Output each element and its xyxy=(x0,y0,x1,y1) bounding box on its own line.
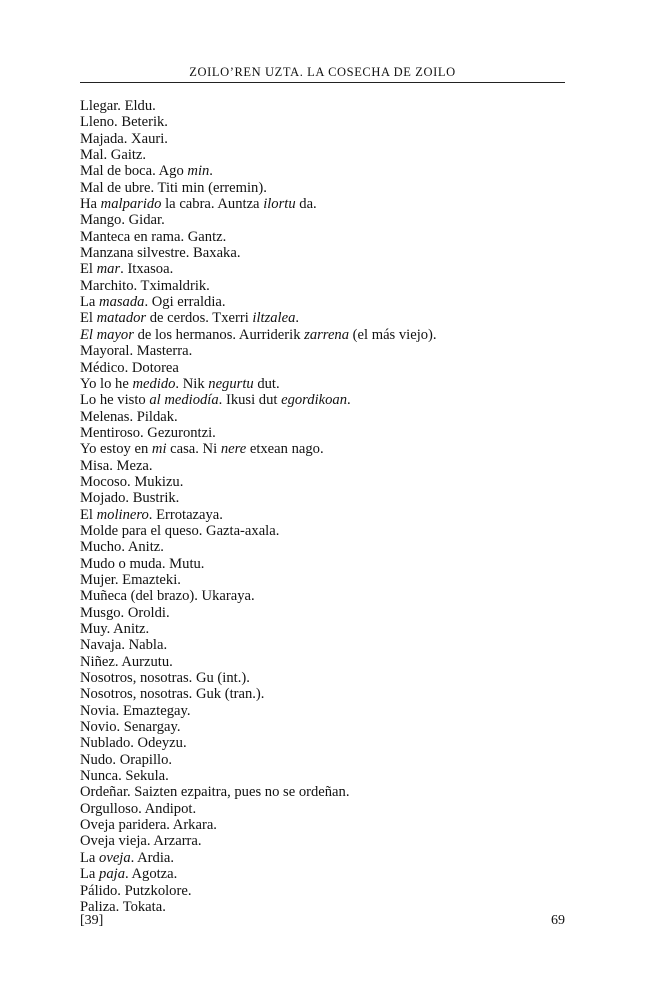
glossary-entry xyxy=(80,703,565,719)
glossary-entry xyxy=(80,409,565,425)
entry-text: Majada. Xauri. xyxy=(80,130,168,147)
entry-text: Yo lo he xyxy=(80,375,133,392)
glossary-entry xyxy=(80,588,565,604)
entry-text: Oveja paridera. Arkara. xyxy=(80,817,217,834)
entry-text: da. xyxy=(295,196,317,213)
entry-text: Yo estoy en xyxy=(80,441,152,458)
entry-text: . Nik xyxy=(175,375,209,392)
entry-text: Orgulloso. Andipot. xyxy=(80,800,197,817)
glossary-entry xyxy=(80,310,565,326)
entry-text: Mal. Gaitz. xyxy=(80,147,147,164)
glossary-entry xyxy=(80,686,565,702)
glossary-entry xyxy=(80,294,565,310)
entry-text: Mojado. Bustrik. xyxy=(80,490,180,507)
entry-text: . Ogi erraldia. xyxy=(144,294,226,311)
glossary-entry xyxy=(80,343,565,359)
glossary-entry xyxy=(80,752,565,768)
entry-text: La xyxy=(80,866,100,883)
entry-text: Nosotros, nosotras. Gu (int.). xyxy=(80,670,250,687)
entry-text: La xyxy=(80,294,100,311)
entry-italic-term: zarrena xyxy=(304,326,350,343)
entry-text: . Errotazaya. xyxy=(148,506,223,523)
entry-text: Llegar. Eldu. xyxy=(80,98,156,114)
entry-text: Misa. Meza. xyxy=(80,457,153,474)
entry-text: de los hermanos. Aurriderik xyxy=(133,326,305,343)
entry-text: la cabra. Auntza xyxy=(161,196,264,213)
header-rule xyxy=(80,82,565,83)
entry-text: Mal de ubre. Titi min (erremin). xyxy=(80,179,267,196)
glossary-entry xyxy=(80,605,565,621)
glossary-list xyxy=(80,98,565,915)
entry-italic-term: molinero xyxy=(96,506,149,523)
glossary-entry xyxy=(80,131,565,147)
entry-text: dut. xyxy=(253,375,280,392)
entry-italic-term: paja xyxy=(99,866,125,883)
glossary-entry xyxy=(80,850,565,866)
glossary-entry xyxy=(80,801,565,817)
glossary-entry xyxy=(80,637,565,653)
glossary-entry xyxy=(80,719,565,735)
glossary-entry xyxy=(80,376,565,392)
glossary-entry xyxy=(80,474,565,490)
glossary-entry xyxy=(80,735,565,751)
entry-italic-term: ilortu xyxy=(263,196,296,213)
entry-text: Nublado. Odeyzu. xyxy=(80,735,187,752)
glossary-entry xyxy=(80,768,565,784)
glossary-entry xyxy=(80,261,565,277)
entry-text: Melenas. Pildak. xyxy=(80,408,178,425)
glossary-entry xyxy=(80,817,565,833)
entry-text: . xyxy=(295,310,300,327)
entry-text: . Ardia. xyxy=(130,849,175,866)
entry-text: Manteca en rama. Gantz. xyxy=(80,228,227,245)
glossary-entry xyxy=(80,883,565,899)
entry-italic-term: al mediodía xyxy=(149,392,219,409)
entry-italic-term: mi xyxy=(151,441,167,458)
entry-italic-term: min xyxy=(187,163,210,180)
page-number: 69 xyxy=(551,913,565,928)
entry-text: El xyxy=(80,506,97,523)
entry-italic-term: iltzalea xyxy=(252,310,296,327)
entry-text: Lo he visto xyxy=(80,392,150,409)
entry-text: Nunca. Sekula. xyxy=(80,768,169,785)
entry-text: Nudo. Orapillo. xyxy=(80,751,173,768)
entry-text: Navaja. Nabla. xyxy=(80,637,168,654)
glossary-entry xyxy=(80,833,565,849)
entry-text: Mango. Gidar. xyxy=(80,212,165,229)
glossary-entry xyxy=(80,392,565,408)
glossary-entry xyxy=(80,572,565,588)
entry-text: El xyxy=(80,310,97,327)
entry-text: Muñeca (del brazo). Ukaraya. xyxy=(80,588,255,605)
entry-italic-term: El mayor xyxy=(80,326,134,343)
entry-italic-term: matador xyxy=(96,310,147,327)
glossary-entry xyxy=(80,147,565,163)
entry-text: Pálido. Putzkolore. xyxy=(80,882,192,899)
entry-italic-term: masada xyxy=(99,294,145,311)
entry-text: Mocoso. Mukizu. xyxy=(80,473,184,490)
entry-text: Mudo o muda. Mutu. xyxy=(80,555,205,572)
glossary-entry xyxy=(80,866,565,882)
entry-text: (el más viejo). xyxy=(349,326,437,343)
entry-text: Niñez. Aurzutu. xyxy=(80,653,173,670)
entry-text: . Ikusi dut xyxy=(218,392,282,409)
glossary-entry xyxy=(80,458,565,474)
glossary-entry xyxy=(80,327,565,343)
entry-text: Mal de boca. Ago xyxy=(80,163,188,180)
entry-italic-term: nere xyxy=(220,441,247,458)
entry-text: Musgo. Oroldi. xyxy=(80,604,170,621)
entry-text: de cerdos. Txerri xyxy=(146,310,253,327)
glossary-entry xyxy=(80,523,565,539)
glossary-entry xyxy=(80,621,565,637)
entry-text: Nosotros, nosotras. Guk (tran.). xyxy=(80,686,265,703)
entry-text: etxean nago. xyxy=(246,441,324,458)
entry-text: Mayoral. Masterra. xyxy=(80,343,193,360)
entry-text: . xyxy=(347,392,351,409)
entry-italic-term: oveja xyxy=(99,849,131,866)
entry-text: . xyxy=(209,163,213,180)
glossary-entry xyxy=(80,784,565,800)
entry-text: . Itxasoa. xyxy=(120,261,174,278)
entry-text: El xyxy=(80,261,97,278)
entry-text: Ordeñar. Saizten ezpaitra, pues no se ordeñan. xyxy=(80,784,350,801)
running-header: ZOILO’REN UZTA. LA COSECHA DE ZOILO xyxy=(189,65,456,79)
entry-text: Novia. Emaztegay. xyxy=(80,702,191,719)
entry-text: Médico. Dotorea xyxy=(80,359,179,376)
entry-italic-term: mar xyxy=(96,261,121,278)
entry-text: Mentiroso. Gezurontzi. xyxy=(80,424,216,441)
glossary-entry xyxy=(80,229,565,245)
entry-text: Manzana silvestre. Baxaka. xyxy=(80,245,241,262)
entry-text: Molde para el queso. Gazta-axala. xyxy=(80,522,280,539)
glossary-entry xyxy=(80,670,565,686)
entry-text: . Agotza. xyxy=(125,866,178,883)
glossary-entry xyxy=(80,425,565,441)
entry-text: Ha xyxy=(80,196,101,213)
entry-text: Novio. Senargay. xyxy=(80,719,181,736)
entry-text: La xyxy=(80,849,100,866)
entry-italic-term: medido xyxy=(132,375,176,392)
glossary-entry xyxy=(80,539,565,555)
glossary-entry xyxy=(80,245,565,261)
glossary-entry xyxy=(80,98,565,114)
glossary-entry xyxy=(80,507,565,523)
glossary-entry xyxy=(80,180,565,196)
glossary-entry xyxy=(80,899,565,915)
entry-text: Oveja vieja. Arzarra. xyxy=(80,833,202,850)
glossary-entry xyxy=(80,163,565,179)
glossary-entry xyxy=(80,278,565,294)
section-number: [39] xyxy=(80,913,104,928)
glossary-entry xyxy=(80,114,565,130)
glossary-entry xyxy=(80,490,565,506)
glossary-entry xyxy=(80,212,565,228)
glossary-entry xyxy=(80,196,565,212)
entry-italic-term: malparido xyxy=(100,196,162,213)
entry-text: Paliza. Tokata. xyxy=(80,898,166,915)
glossary-entry xyxy=(80,360,565,376)
entry-text: Marchito. Tximaldrik. xyxy=(80,277,210,294)
entry-text: Mujer. Emazteki. xyxy=(80,571,181,588)
entry-text: Lleno. Beterik. xyxy=(80,114,168,131)
glossary-entry xyxy=(80,654,565,670)
entry-italic-term: negurtu xyxy=(208,375,254,392)
entry-italic-term: egordikoan xyxy=(281,392,348,409)
entry-text: Muy. Anitz. xyxy=(80,621,150,637)
entry-text: Mucho. Anitz. xyxy=(80,539,164,556)
glossary-entry xyxy=(80,556,565,572)
glossary-entry xyxy=(80,441,565,457)
entry-text: casa. Ni xyxy=(166,441,221,458)
